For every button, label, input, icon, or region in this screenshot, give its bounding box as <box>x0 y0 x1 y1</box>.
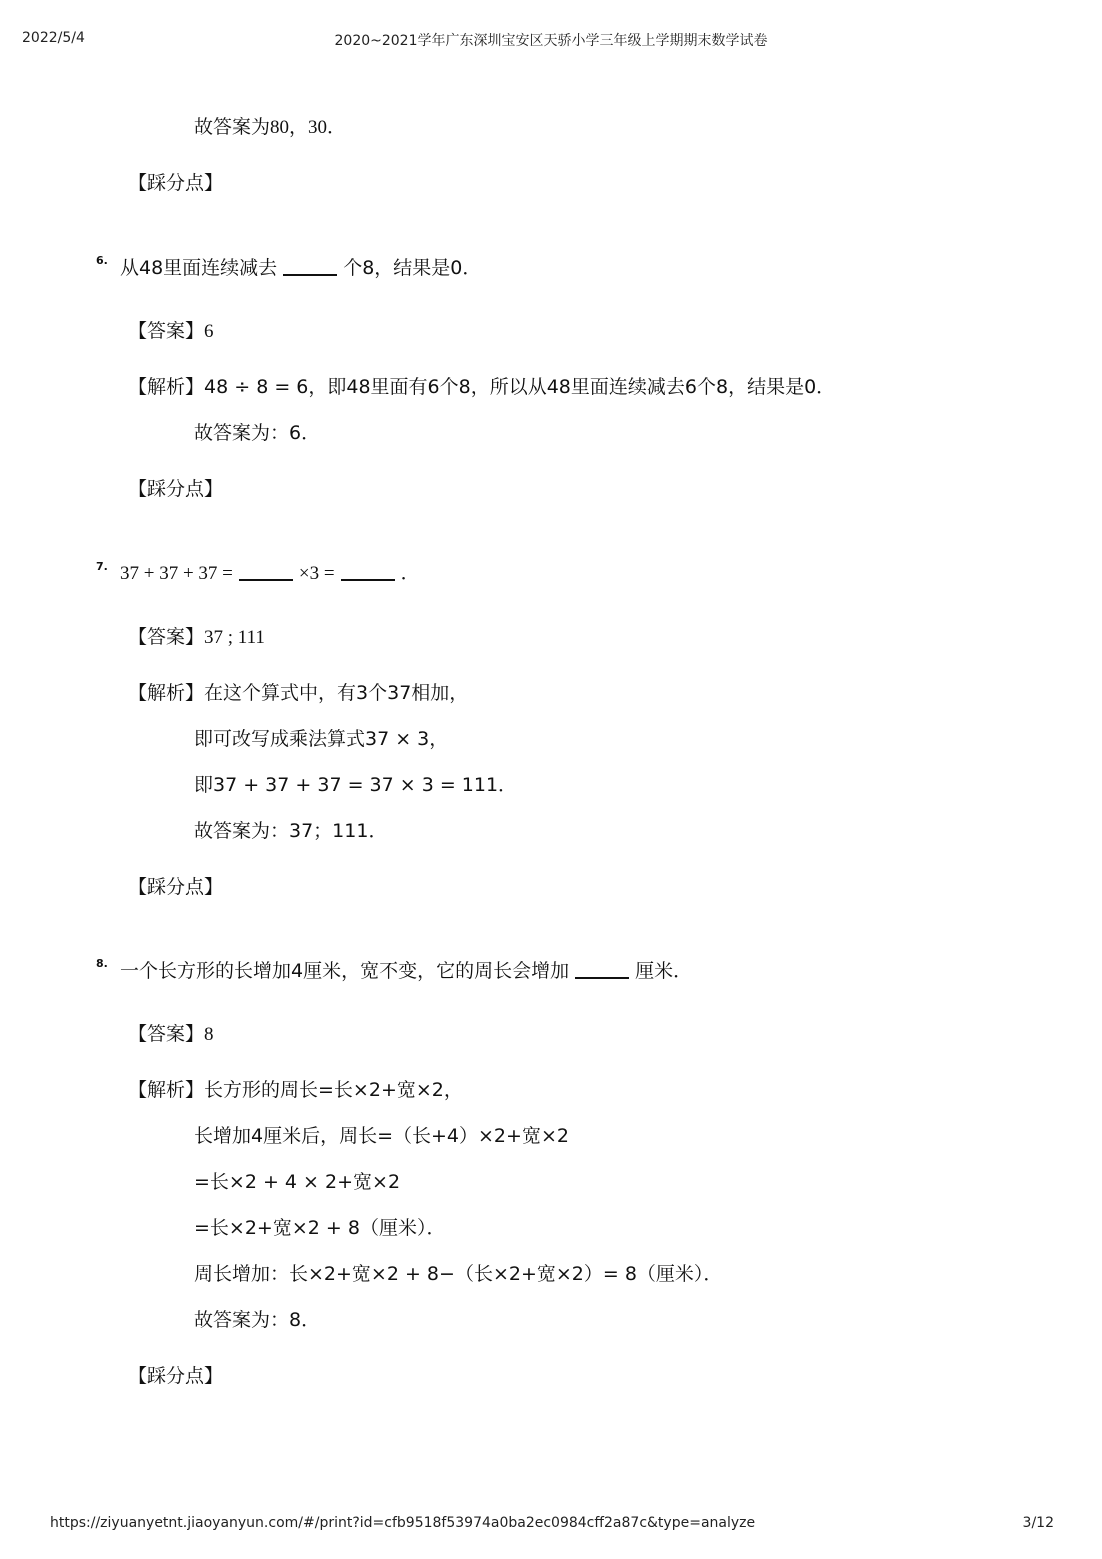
page-number: 3/12 <box>1022 1515 1054 1531</box>
q6-conclusion: 故答案为：6． <box>194 422 321 444</box>
q6-number: 6. <box>96 254 108 267</box>
q7-stem <box>120 561 420 587</box>
q7-answer-label: 【答案】 <box>128 626 205 648</box>
q7-analysis-line2: 即可改写成乘法算式37 × 3， <box>194 728 449 750</box>
q7-analysis-label: 【解析】 <box>128 682 205 704</box>
q6-stem-b: 个8，结果是0． <box>343 257 482 279</box>
source-url: https://ziyuanyetnt.jiaoyanyun.com/#/print?id=cfb9518f53974a0ba2ec0984cff2a87c&type=analyze <box>50 1515 756 1531</box>
q5-conclusion-text: 故答案为 <box>194 116 271 138</box>
q6-analysis-label: 【解析】 <box>128 376 205 398</box>
q7-stem-a: 37 + 37 + 37 = <box>120 563 233 584</box>
print-date: 2022/5/4 <box>22 30 85 46</box>
q8-answer <box>128 1021 214 1048</box>
q6-stem <box>120 255 481 281</box>
q8-analysis-line5: 周长增加：长×2+宽×2 + 8−（长×2+宽×2）= 8（厘米）． <box>194 1263 723 1285</box>
q8-stem <box>120 958 692 984</box>
q6-answer-label: 【答案】 <box>128 320 205 342</box>
q8-analysis-line1: 长方形的周长=长×2+宽×2， <box>204 1079 463 1101</box>
q7-blank-2 <box>341 579 395 581</box>
q8-stem-a: 一个长方形的长增加4厘米，宽不变，它的周长会增加 <box>120 960 570 982</box>
q7-stem-c: ． <box>400 563 420 584</box>
q7-analysis-line1: 在这个算式中，有3个37相加， <box>204 682 469 704</box>
q7-answer-value: 37 ; 111 <box>204 627 265 648</box>
q8-answer-value: 8 <box>204 1024 214 1045</box>
q5-points-label: 【踩分点】 <box>128 172 224 194</box>
q8-number: 8. <box>96 957 108 970</box>
q7-analysis <box>128 680 468 706</box>
q8-conclusion: 故答案为：8． <box>194 1309 321 1331</box>
q7-blank-1 <box>239 579 293 581</box>
q8-analysis-line4: =长×2+宽×2 + 8（厘米）． <box>194 1217 446 1239</box>
q6-answer <box>128 318 214 345</box>
q7-stem-b: ×3 = <box>298 563 335 584</box>
document-title: 2020~2021学年广东深圳宝安区天骄小学三年级上学期期末数学试卷 <box>334 33 768 49</box>
q8-analysis-line3: =长×2 + 4 × 2+宽×2 <box>194 1171 401 1193</box>
q8-analysis-line2: 长增加4厘米后，周长=（长+4）×2+宽×2 <box>194 1125 569 1147</box>
q7-conclusion: 故答案为：37；111． <box>194 820 388 842</box>
q6-analysis-line1: 48 ÷ 8 = 6，即48里面有6个8，所以从48里面连续减去6个8，结果是0． <box>204 376 836 398</box>
q7-answer <box>128 624 265 651</box>
q6-stem-a: 从48里面连续减去 <box>120 257 278 279</box>
q5-conclusion-value: 80，30． <box>270 117 347 138</box>
q8-stem-b: 厘米． <box>635 960 693 982</box>
q5-conclusion <box>194 114 346 141</box>
q8-analysis <box>128 1077 463 1103</box>
q7-number: 7. <box>96 560 108 573</box>
q8-answer-label: 【答案】 <box>128 1023 205 1045</box>
q6-analysis <box>128 374 835 400</box>
q6-blank <box>283 274 337 276</box>
q8-analysis-label: 【解析】 <box>128 1079 205 1101</box>
q8-points-label: 【踩分点】 <box>128 1365 224 1387</box>
q6-answer-value: 6 <box>204 321 214 342</box>
q7-analysis-line3: 即37 + 37 + 37 = 37 × 3 = 111． <box>194 774 518 796</box>
q8-blank <box>575 977 629 979</box>
q6-points-label: 【踩分点】 <box>128 478 224 500</box>
q7-points-label: 【踩分点】 <box>128 876 224 898</box>
